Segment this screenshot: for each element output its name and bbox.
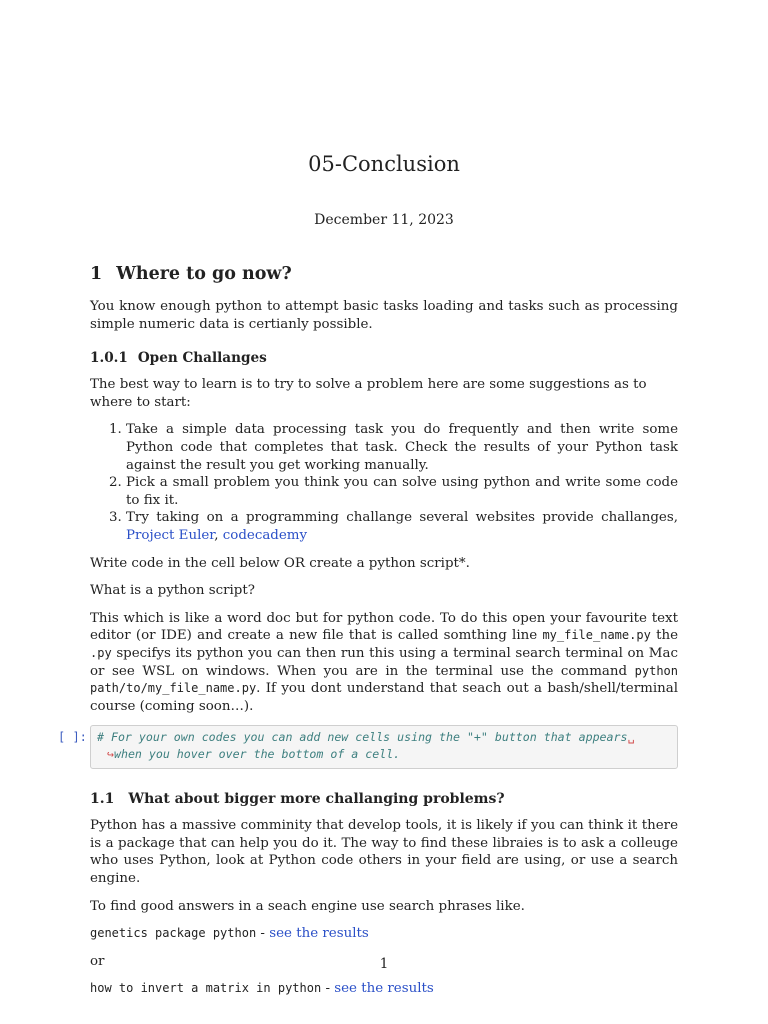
line-wrap-icon: ␣ [627, 730, 635, 745]
dash: - [321, 981, 335, 997]
query-example-2 [90, 980, 678, 998]
list-item: 2. Pick a small problem you think you can solve using python and write some code to fix it. [126, 474, 678, 509]
code-continuation [97, 746, 671, 763]
code-cell [58, 725, 678, 769]
subsection-title: Open Challanges [137, 350, 267, 367]
link-separator: , [214, 527, 219, 543]
intro-paragraph: You know enough python to attempt basic tasks loading and tasks such as processing simple numeric data is certianly possible. [90, 299, 678, 332]
challenges-intro: The best way to learn is to try to solve a problem here are some suggestions as to where to start: [90, 377, 647, 410]
subsection-number: 1.0.1 [90, 350, 128, 367]
inline-code-extension: .py [90, 645, 112, 660]
document-date: December 11, 2023 [314, 212, 454, 228]
inline-code-command: python path/to/my_file_name.py [90, 663, 678, 696]
project-euler-link[interactable]: Project Euler [126, 527, 215, 543]
list-item-text: Try taking on a programming challange several websites provide challanges, [126, 510, 678, 526]
code-comment-line: # For your own codes you can add new cells using the "+" button that appears [97, 730, 628, 745]
write-code-paragraph: Write code in the cell below OR create a python script*. [90, 555, 470, 571]
list-item [126, 509, 678, 544]
section-title: What about bigger more challanging problems? [128, 791, 505, 808]
query-example-1 [90, 925, 678, 943]
what-is-script-paragraph: What is a python script? [90, 583, 255, 599]
challenges-list [90, 421, 678, 544]
see-results-link[interactable]: see the results [334, 981, 434, 997]
page-number: 1 [379, 956, 389, 972]
codecademy-link[interactable]: codecademy [222, 527, 308, 543]
see-results-link[interactable]: see the results [269, 926, 369, 942]
section-title: Where to go now? [116, 264, 292, 284]
document-title: 05-Conclusion [308, 152, 460, 176]
search-tip-paragraph: To find good answers in a seach engine use search phrases like. [90, 898, 525, 914]
search-query: genetics package python [90, 926, 257, 941]
script-text-part: . If you dont understand that seach out a bash/shell/terminal course (coming soon…). [90, 681, 678, 714]
code-cell-input[interactable] [90, 725, 678, 769]
script-text-part: specifys its python you can then run this using a terminal search terminal on Mac or see WSL on windows. When you are in the terminal use the command [90, 645, 678, 679]
dash: - [256, 926, 270, 942]
code-comment-line: when you hover over the bottom of a cell. [113, 747, 401, 762]
subsection-heading-open-challanges [90, 349, 678, 368]
section-number: 1.1 [90, 791, 115, 808]
script-text-part: the [650, 628, 679, 644]
section-heading-where-to-go [90, 262, 678, 286]
section-number: 1 [90, 264, 103, 284]
document-body [58, 262, 679, 1008]
cell-prompt: [ ]: [58, 730, 87, 745]
section-heading-bigger-problems [90, 789, 678, 809]
inline-code-filename: my_file_name.py [542, 628, 651, 643]
script-explanation-paragraph [90, 610, 678, 716]
search-query: how to invert a matrix in python [90, 981, 322, 996]
continuation-arrow-icon: ↪ [107, 747, 114, 762]
script-text-part: This which is like a word doc but for python code. To do this open your favourite text editor (or IDE) and create a new file that is called somthing line [90, 610, 678, 644]
community-paragraph: Python has a massive comminity that develop tools, it is likely if you can think it there is a package that can help you do it. The way to find these libraies is to ask a colleuge who uses Python, look at Python code others in your field are using, or use a search engine. [90, 818, 678, 887]
list-item: 1. Take a simple data processing task you do frequently and then write some Python code that completes that task. Check the results of your Python task against the result you get working manually. [126, 421, 678, 474]
or-text: or [90, 953, 105, 969]
